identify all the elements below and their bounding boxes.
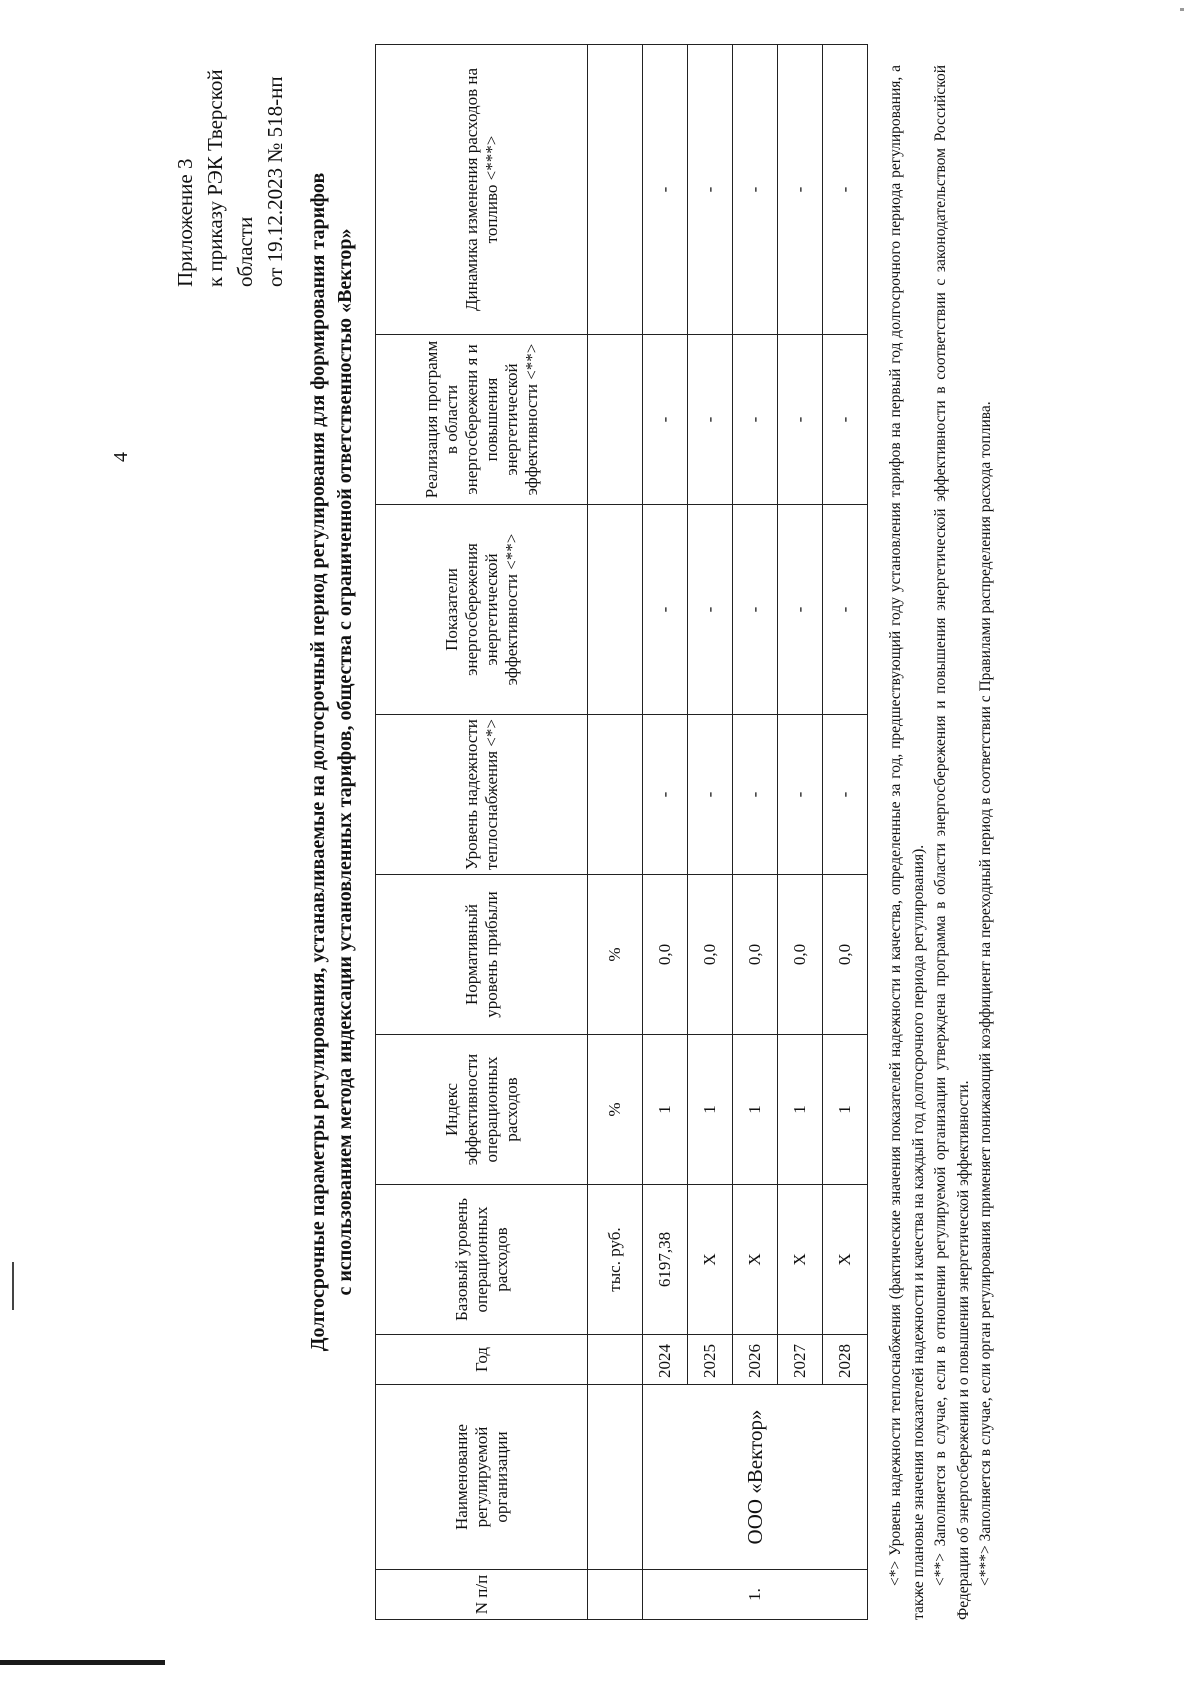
parameters-table bbox=[375, 44, 868, 1620]
energy-indicators-cell: - bbox=[688, 505, 733, 715]
unit-base: тыс. руб. bbox=[588, 1185, 643, 1335]
efficiency-index-cell: 1 bbox=[643, 1035, 688, 1185]
efficiency-index-cell: 1 bbox=[778, 1035, 823, 1185]
fuel-dynamics-cell: - bbox=[778, 45, 823, 335]
efficiency-index-cell: 1 bbox=[688, 1035, 733, 1185]
title-line-2: с использованием метода индексации установленных тарифов, общества с ограниченной ответственностью «Вектор» bbox=[334, 228, 356, 1296]
header-energy-indicators: Показатели энергосбережения энергетической эффективности <**> bbox=[376, 505, 588, 715]
unit-year-empty bbox=[588, 1335, 643, 1385]
profit-level-cell: 0,0 bbox=[823, 875, 868, 1035]
header-efficiency-index: Индекс эффективности операционных расходов bbox=[376, 1035, 588, 1185]
year-cell: 2025 bbox=[688, 1335, 733, 1385]
fuel-dynamics-cell: - bbox=[688, 45, 733, 335]
base-opex-cell: X bbox=[823, 1185, 868, 1335]
appendix-line-2: к приказу РЭК Тверской области bbox=[203, 69, 257, 287]
title-line-1: Долгосрочные параметры регулирования, устанавливаемые на долгосрочный период регулирования для формирования тарифов bbox=[307, 172, 329, 1352]
unit-fuel-empty bbox=[588, 45, 643, 335]
footnotes bbox=[885, 65, 998, 1620]
energy-programs-cell: - bbox=[643, 335, 688, 505]
year-cell: 2024 bbox=[643, 1335, 688, 1385]
scan-edge-mark bbox=[12, 1262, 14, 1310]
year-cell: 2026 bbox=[733, 1335, 778, 1385]
row-number: 1. bbox=[643, 1570, 868, 1620]
reliability-cell: - bbox=[778, 715, 823, 875]
unit-reliability-empty bbox=[588, 715, 643, 875]
reliability-cell: - bbox=[823, 715, 868, 875]
header-year: Год bbox=[376, 1335, 588, 1385]
energy-indicators-cell: - bbox=[778, 505, 823, 715]
base-opex-cell: X bbox=[688, 1185, 733, 1335]
rotated-document-page bbox=[35, 32, 1160, 1632]
table-row bbox=[688, 45, 733, 1620]
units-row bbox=[588, 45, 643, 1620]
header-profit-level: Нормативный уровень прибыли bbox=[376, 875, 588, 1035]
reliability-cell: - bbox=[733, 715, 778, 875]
energy-programs-cell: - bbox=[688, 335, 733, 505]
energy-indicators-cell: - bbox=[823, 505, 868, 715]
header-num: N п/п bbox=[376, 1570, 588, 1620]
energy-indicators-cell: - bbox=[643, 505, 688, 715]
year-cell: 2028 bbox=[823, 1335, 868, 1385]
table-row bbox=[823, 45, 868, 1620]
energy-programs-cell: - bbox=[823, 335, 868, 505]
unit-energy-empty bbox=[588, 505, 643, 715]
unit-profit: % bbox=[588, 875, 643, 1035]
organization-name: ООО «Вектор» bbox=[643, 1385, 868, 1570]
profit-level-cell: 0,0 bbox=[778, 875, 823, 1035]
scan-speck bbox=[1180, 8, 1184, 11]
efficiency-index-cell: 1 bbox=[823, 1035, 868, 1185]
profit-level-cell: 0,0 bbox=[643, 875, 688, 1035]
base-opex-cell: X bbox=[778, 1185, 823, 1335]
unit-org-empty bbox=[588, 1385, 643, 1570]
header-base-opex: Базовый уровень операционных расходов bbox=[376, 1185, 588, 1335]
unit-num-empty bbox=[588, 1570, 643, 1620]
reliability-cell: - bbox=[643, 715, 688, 875]
profit-level-cell: 0,0 bbox=[688, 875, 733, 1035]
energy-indicators-cell: - bbox=[733, 505, 778, 715]
table-row bbox=[643, 45, 688, 1620]
fuel-dynamics-cell: - bbox=[823, 45, 868, 335]
unit-programs-empty bbox=[588, 335, 643, 505]
profit-level-cell: 0,0 bbox=[733, 875, 778, 1035]
scan-edge-bar bbox=[0, 1660, 165, 1665]
fuel-dynamics-cell: - bbox=[643, 45, 688, 335]
fuel-dynamics-cell: - bbox=[733, 45, 778, 335]
reliability-cell: - bbox=[688, 715, 733, 875]
year-cell: 2027 bbox=[778, 1335, 823, 1385]
footnote-3: <***> Заполняется в случае, если орган регулирования применяет понижающий коэффициент на переходный период в соответствии с Правилами распределения расхода топлива. bbox=[977, 401, 994, 1586]
unit-index: % bbox=[588, 1035, 643, 1185]
header-row bbox=[376, 45, 588, 1620]
table-row bbox=[733, 45, 778, 1620]
page-number: 4 bbox=[110, 452, 132, 462]
header-org: Наименование регулируемой организации bbox=[376, 1385, 588, 1570]
table-row bbox=[778, 45, 823, 1620]
header-reliability: Уровень надежности теплоснабжения <*> bbox=[376, 715, 588, 875]
appendix-block bbox=[170, 32, 290, 287]
energy-programs-cell: - bbox=[778, 335, 823, 505]
document-title bbox=[305, 22, 359, 1502]
footnote-1: <*> Уровень надежности теплоснабжения (фактические значения показателей надежности и качества, определенные за год, предшествующий году установления тарифов на первый год долгосрочного периода регулирования, а также плановые значения показателей надежности и качества на каждый год долгосрочного периода регулирования). bbox=[887, 65, 927, 1620]
appendix-line-3: от 19.12.2023 № 518-нп bbox=[263, 76, 287, 287]
header-energy-programs: Реализация программ в области энергосбережени я и повышения энергетической эффективности <**> bbox=[376, 335, 588, 505]
base-opex-cell: 6197,38 bbox=[643, 1185, 688, 1335]
header-fuel-dynamics: Динамика изменения расходов на топливо <***> bbox=[376, 45, 588, 335]
appendix-line-1: Приложение 3 bbox=[173, 158, 197, 287]
base-opex-cell: X bbox=[733, 1185, 778, 1335]
footnote-2: <**> Заполняется в случае, если в отношении регулируемой организации утверждена программа в области энергосбережения и повышения энергетической эффективности в соответствии с законодательством Российской Федерации об энергосбережении и о повышении энергетической эффективности. bbox=[932, 65, 972, 1620]
energy-programs-cell: - bbox=[733, 335, 778, 505]
efficiency-index-cell: 1 bbox=[733, 1035, 778, 1185]
